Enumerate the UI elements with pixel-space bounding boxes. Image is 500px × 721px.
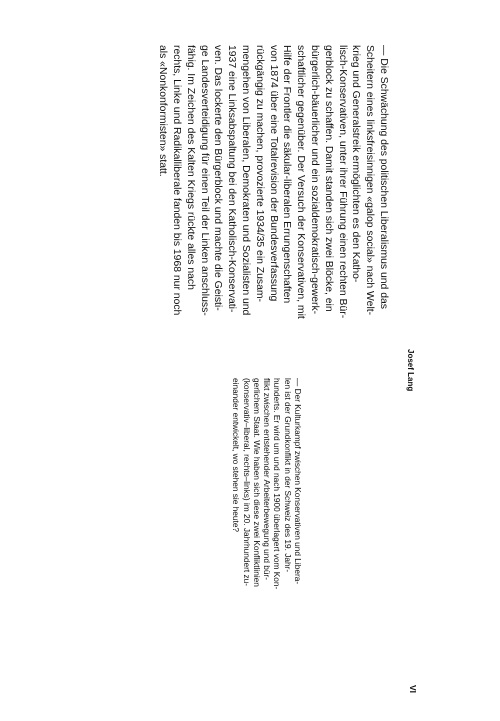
main-line: gerblock zu schaffen. Damit standen sich zwei Blöcke, ein	[322, 45, 334, 312]
main-line: ven. Das lockerte den Bürgerblock und machte die Geisti-	[212, 45, 224, 311]
intro-line: (konservativ–liberal, rechts–links) im 20. Jahrhundert zu-	[241, 378, 252, 586]
intro-paragraph	[231, 378, 303, 678]
main-line: lisch-Konservativen, unter ihrer Führung einen rechten Bür-	[336, 45, 348, 319]
intro-line: flikt zwischen entstehender Arbeiterbewegung und bür-	[262, 378, 273, 581]
main-line: rechts, Linke und Radikalliberale fanden bis 1968 nur noch	[171, 45, 183, 316]
main-line: bürgerlich-bäuerlicher und ein sozialdemokratisch-gewerk-	[309, 45, 321, 315]
main-line: 1937 eine Linksabspaltung bei den Katholisch-Konservati-	[226, 45, 238, 313]
main-line: rückgängig zu machen, provozierte 1934/35 ein Zusam-	[253, 45, 265, 303]
main-line: als «Nonkonformisten» statt.	[157, 45, 169, 177]
intro-line: — Der Kulturkampf zwischen Konservativen und Libera-	[293, 378, 303, 585]
main-line: mengehen von Liberalen, Demokraten und Sozialisten und	[240, 45, 252, 316]
page-number: VI	[408, 685, 418, 694]
intro-line: hunderts. Er wird um und nach 1900 überlagert vom Kon-	[272, 378, 283, 590]
main-line: krieg und Generalstreik ermöglichten es den Katho-	[350, 45, 362, 283]
main-line: — Die Schwächung des politischen Liberalismus und das	[378, 45, 389, 309]
main-line: ge Landesverteidigung für einen Teil der Linken anschluss-	[198, 45, 210, 316]
main-paragraph	[155, 45, 390, 345]
intro-line: einander entwickelt, wo stehen sie heute?	[231, 378, 242, 533]
main-line: schaftlicher gegenüber. Der Versuch der Konservativen, mit	[295, 45, 307, 319]
main-line: Scheitern eines linksfreisinnigen «galop social» nach Welt-	[364, 45, 376, 316]
main-line: Hilfe der Frontler die säkular-liberalen Errungenschaften	[281, 45, 293, 304]
author-name: Josef Lang	[406, 349, 415, 392]
intro-line: gerlichem Staat. Wie haben sich diese zwei Konfliktlinien	[251, 378, 262, 587]
main-line: fähig. Im Zeichen des Kalten Kriegs rückte alles nach	[184, 45, 196, 290]
main-line: von 1874 über eine Totalrevision der Bundesverfassung	[267, 45, 279, 302]
intro-line: len ist der Grundkonflikt in der Schweiz des 19. Jahr-	[282, 378, 293, 573]
